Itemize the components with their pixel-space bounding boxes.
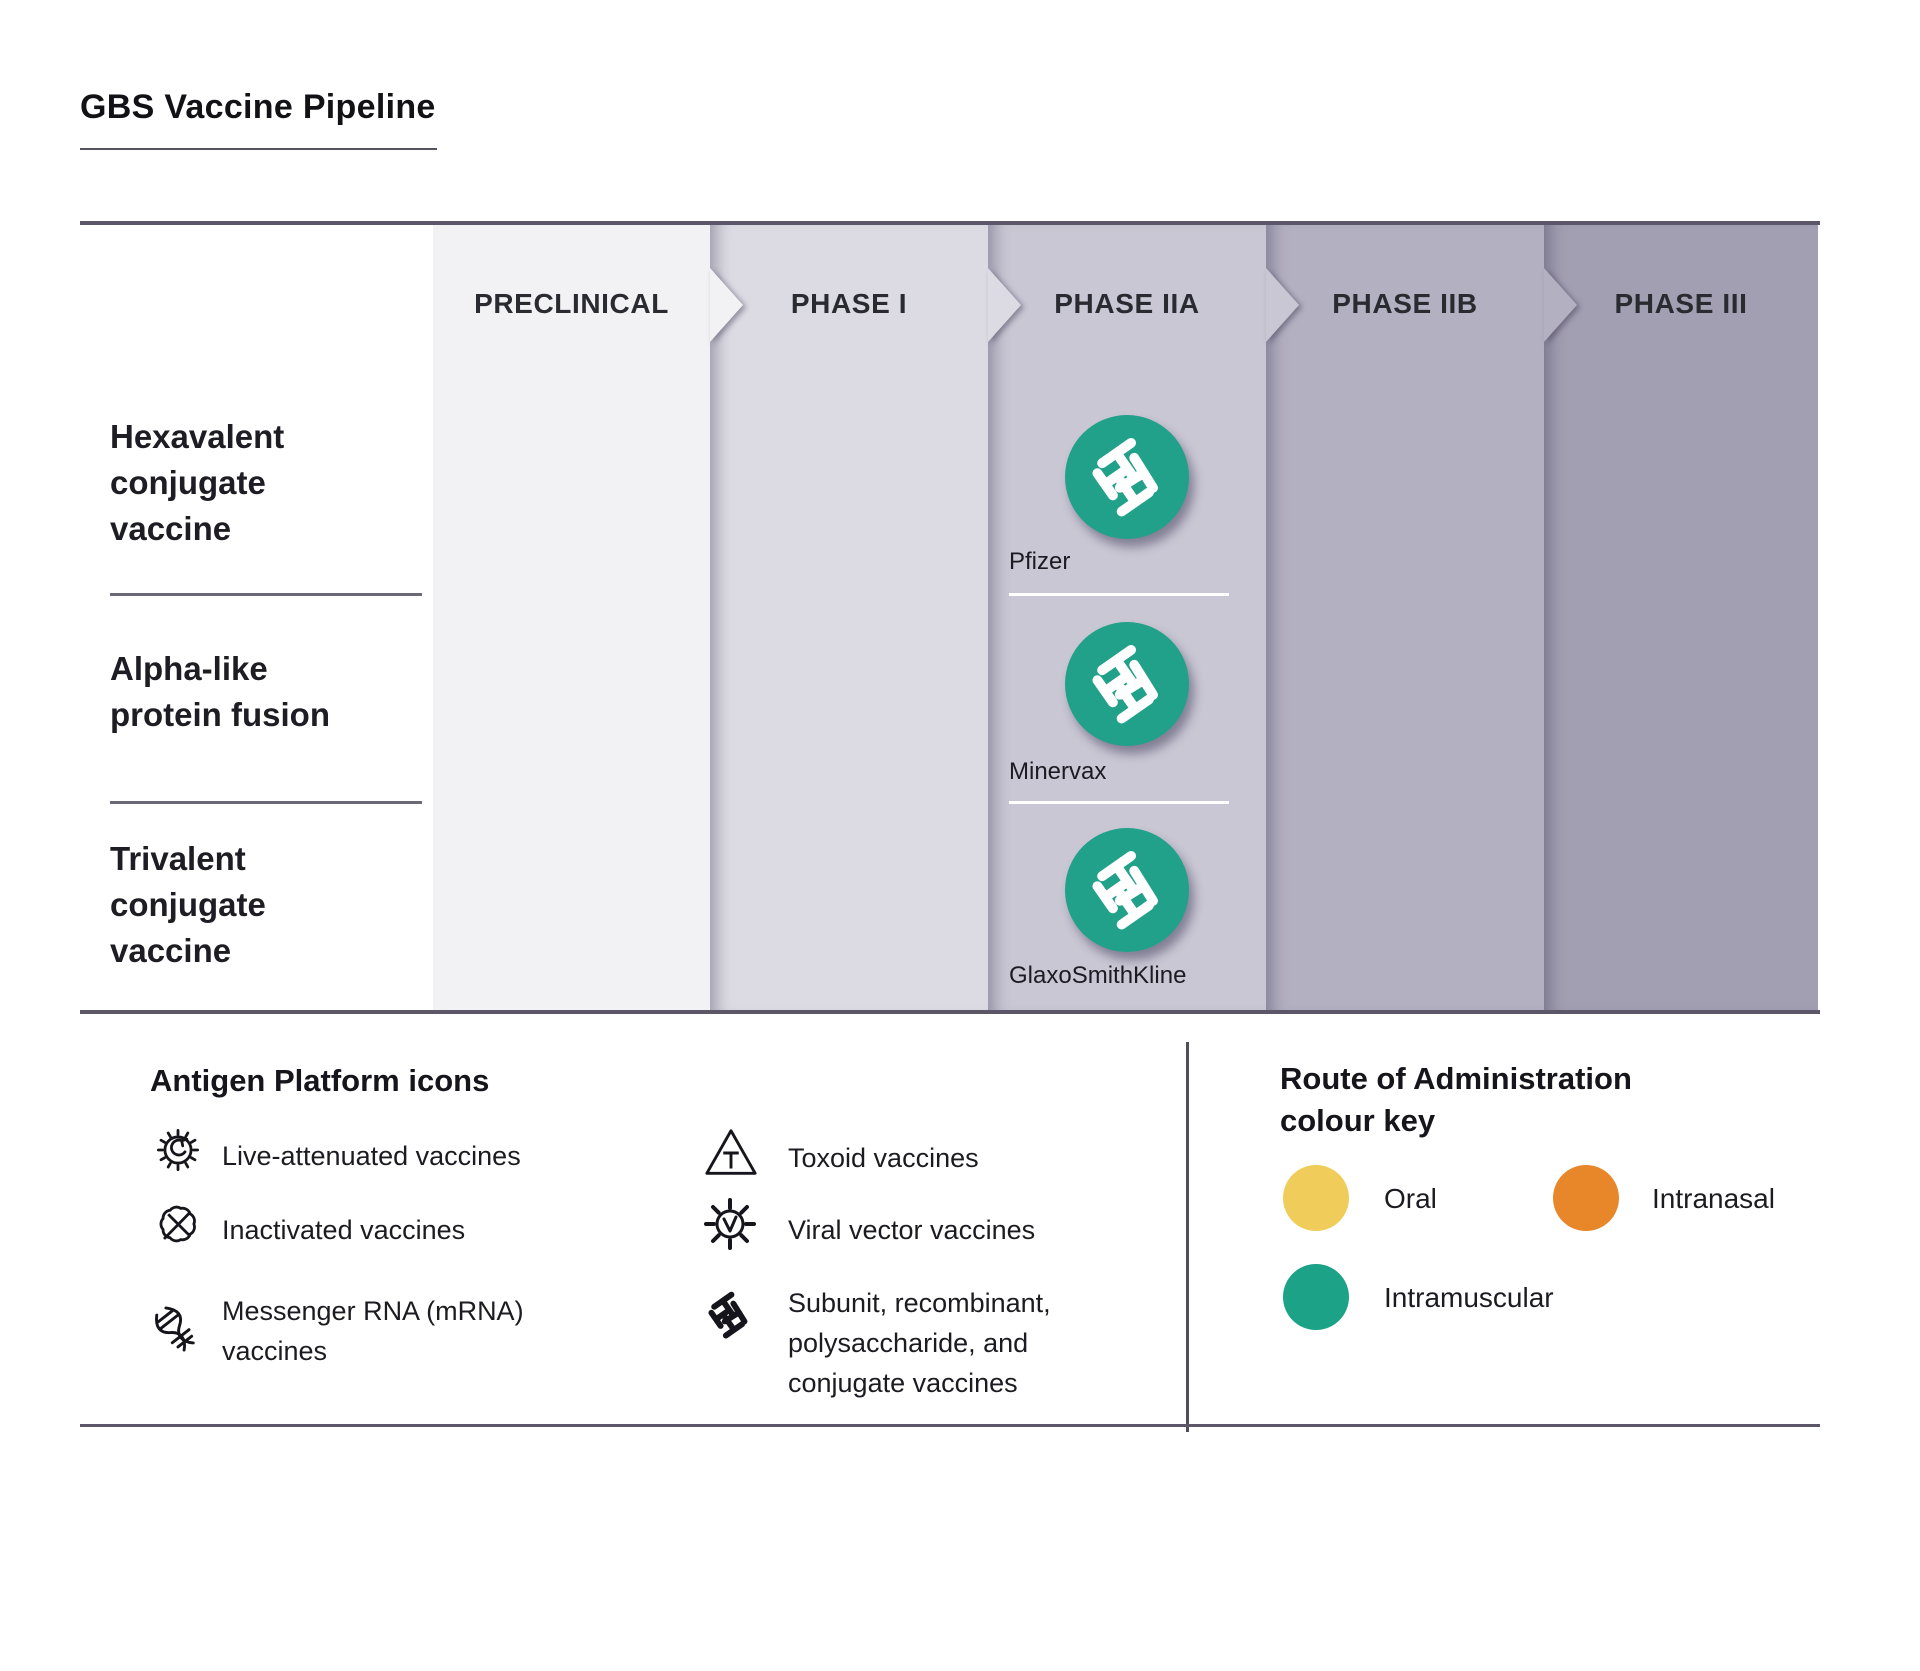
- row-label-trivalent-conjugate-vaccine: Trivalent conjugate vaccine: [110, 840, 266, 969]
- legend-bottom-rule: [80, 1424, 1820, 1427]
- antigen-legend-heading: Antigen Platform icons: [150, 1063, 490, 1098]
- mrna-icon: [146, 1300, 204, 1358]
- legend-item-label: Viral vector vaccines: [788, 1215, 1036, 1245]
- chevron-right-icon: [988, 268, 1021, 342]
- row-label-hexavalent-conjugate-vaccine: Hexavalent conjugate vaccine: [110, 418, 285, 547]
- phase-column-phase-2b: [1266, 225, 1544, 1010]
- route-dot-intranasal: [1553, 1165, 1619, 1231]
- route-label-intranasal: Intranasal: [1652, 1183, 1775, 1214]
- chevron-right-icon: [1544, 268, 1577, 342]
- legend-divider: [1186, 1042, 1189, 1432]
- chevron-right-icon: [1266, 268, 1299, 342]
- legend-item-label: Subunit, recombinant, polysaccharide, and conjugate vaccines: [788, 1288, 1051, 1398]
- row-label-alpha-like-protein-fusion: Alpha-like protein fusion: [110, 650, 330, 733]
- entry-separator: [1009, 593, 1229, 596]
- phase-column-preclinical: [433, 225, 710, 1010]
- subunit-vaccine-icon: [1075, 838, 1179, 942]
- entry-separator: [1009, 801, 1229, 804]
- phase-column-phase-1: [710, 225, 988, 1010]
- row-separator: [110, 801, 422, 804]
- viral-vector-icon: [700, 1194, 760, 1254]
- phase-header-phase-2a: PHASE IIA: [1054, 288, 1200, 319]
- vaccine-entry-minervax: [1065, 622, 1189, 746]
- phase-header-phase-3: PHASE III: [1614, 288, 1748, 319]
- inactivated-icon: [150, 1196, 206, 1252]
- subunit-vaccine-icon: [1075, 632, 1179, 736]
- legend-item-label: Inactivated vaccines: [222, 1215, 466, 1245]
- route-dot-intramuscular: [1283, 1264, 1349, 1330]
- legend-item-label: Live-attenuated vaccines: [222, 1141, 521, 1171]
- route-label-oral: Oral: [1384, 1183, 1437, 1214]
- phase-column-phase-3: [1544, 225, 1818, 1010]
- vaccine-entry-pfizer: [1065, 415, 1189, 539]
- page-title: GBS Vaccine Pipeline: [80, 88, 436, 126]
- company-label: GlaxoSmithKline: [1009, 962, 1187, 989]
- legend-item-label: Messenger RNA (mRNA) vaccines: [222, 1296, 524, 1366]
- legend-item-label: Toxoid vaccines: [788, 1143, 979, 1173]
- live-attenuated-icon: [150, 1122, 206, 1178]
- route-dot-oral: [1283, 1165, 1349, 1231]
- subunit-icon: [698, 1284, 760, 1346]
- vaccine-entry-glaxosmithkline: [1065, 828, 1189, 952]
- route-legend-heading: Route of Administration colour key: [1280, 1061, 1632, 1138]
- subunit-vaccine-icon: [1075, 425, 1179, 529]
- phase-header-phase-1: PHASE I: [790, 288, 908, 319]
- chart-top-rule: [80, 221, 1820, 225]
- chart-bottom-rule: [80, 1010, 1820, 1014]
- title-underline: [80, 148, 437, 150]
- company-label: Pfizer: [1009, 548, 1071, 575]
- phase-header-phase-2b: PHASE IIB: [1332, 288, 1478, 319]
- toxoid-icon: [702, 1124, 760, 1182]
- company-label: Minervax: [1009, 758, 1107, 785]
- row-separator: [110, 593, 422, 596]
- chevron-right-icon: [710, 268, 743, 342]
- phase-header-preclinical: PRECLINICAL: [474, 288, 669, 319]
- route-label-intramuscular: Intramuscular: [1384, 1282, 1554, 1313]
